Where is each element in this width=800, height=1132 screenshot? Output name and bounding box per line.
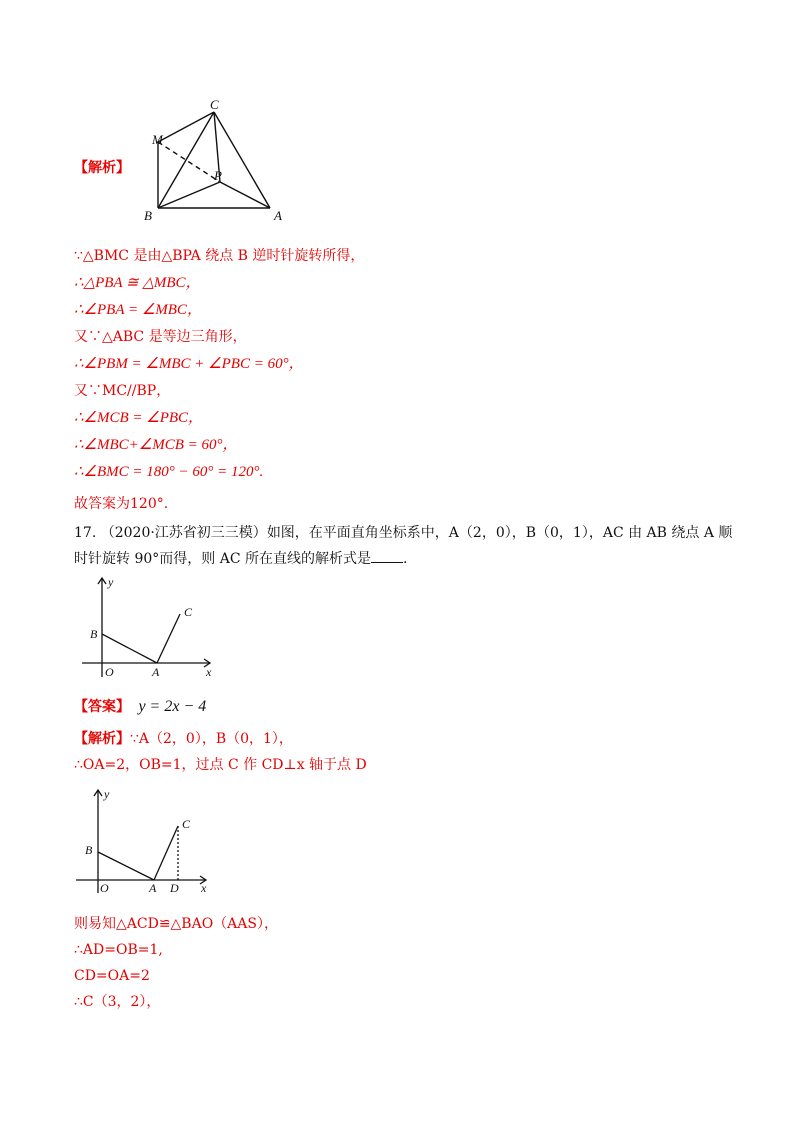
point-M-label: M xyxy=(152,132,163,147)
solution-line: ∴∠BMC = 180° − 60° = 120°. xyxy=(74,464,264,480)
question-17 xyxy=(74,520,734,572)
axis-y-label: y xyxy=(108,575,114,589)
point-B-label: B xyxy=(144,208,152,223)
axis-x-label: x xyxy=(201,881,207,895)
point-A-label: A xyxy=(274,208,282,223)
solution-line: ∴∠PBA = ∠MBC， xyxy=(74,302,202,318)
question-number: 17. xyxy=(74,525,97,541)
analysis-tag-2: 【解析】 xyxy=(74,731,130,747)
solution-line: 故答案为120°. xyxy=(74,496,169,512)
answer-line xyxy=(74,697,206,717)
solution-line: CD=OA=2 xyxy=(74,968,150,984)
solution-line: ∴∠MCB = ∠PBC， xyxy=(74,410,204,426)
solution-line: ∵A（2，0），B（0，1）， xyxy=(130,731,293,747)
coordinate-figure-solution xyxy=(74,788,214,898)
solution-line: 又∵△ABC 是等边三角形， xyxy=(74,329,247,345)
solution-line: ∴C（3，2）， xyxy=(74,994,161,1010)
point-A-label: A xyxy=(149,881,157,895)
origin-label: O xyxy=(105,665,114,679)
solution-line: ∴∠MBC+∠MCB = 60°， xyxy=(74,437,238,453)
question-text-2: 时针旋转 90°而得，则 AC 所在直线的解析式是 xyxy=(74,551,371,567)
solution-2-head xyxy=(74,729,293,749)
axis-y-label: y xyxy=(104,788,110,801)
triangle-figure xyxy=(138,96,298,224)
coordinate-figure-q17 xyxy=(80,572,220,682)
point-P-label: P xyxy=(214,168,222,183)
point-C-label: C xyxy=(210,97,219,112)
point-B-label: B xyxy=(85,843,93,857)
solution-line: 又∵MC//BP， xyxy=(74,383,171,399)
solution-line: ∴∠PBM = ∠MBC + ∠PBC = 60°， xyxy=(74,356,304,372)
solution-line: ∴△PBA ≅ △MBC， xyxy=(74,275,201,291)
question-text-1: 如图，在平面直角坐标系中，A（2，0），B（0，1），AC 由 AB 绕点 A 顺 xyxy=(266,525,733,541)
point-A-label: A xyxy=(152,665,160,679)
point-C-label: C xyxy=(182,817,191,831)
question-text-end: . xyxy=(403,551,408,567)
point-D-label: D xyxy=(170,881,179,895)
answer-formula: y = 2x − 4 xyxy=(138,698,207,715)
answer-tag: 【答案】 xyxy=(74,699,130,715)
solution-line: 则易知△ACD≌△BAO（AAS）， xyxy=(74,916,278,932)
solution-line: ∴AD=OB=1, xyxy=(74,942,163,958)
solution-line: ∴OA=2，OB=1，过点 C 作 CD⊥x 轴于点 D xyxy=(74,757,367,773)
point-C-label: C xyxy=(184,605,193,619)
solution-line: ∵△BMC 是由△BPA 绕点 B 逆时针旋转所得， xyxy=(74,248,365,264)
question-source: （2020·江苏省初三三模） xyxy=(100,525,267,541)
axis-x-label: x xyxy=(206,665,212,679)
point-B-label: B xyxy=(90,627,98,641)
analysis-tag-1: 【解析】 xyxy=(74,160,130,176)
answer-blank xyxy=(371,550,403,563)
origin-label: O xyxy=(100,881,109,895)
